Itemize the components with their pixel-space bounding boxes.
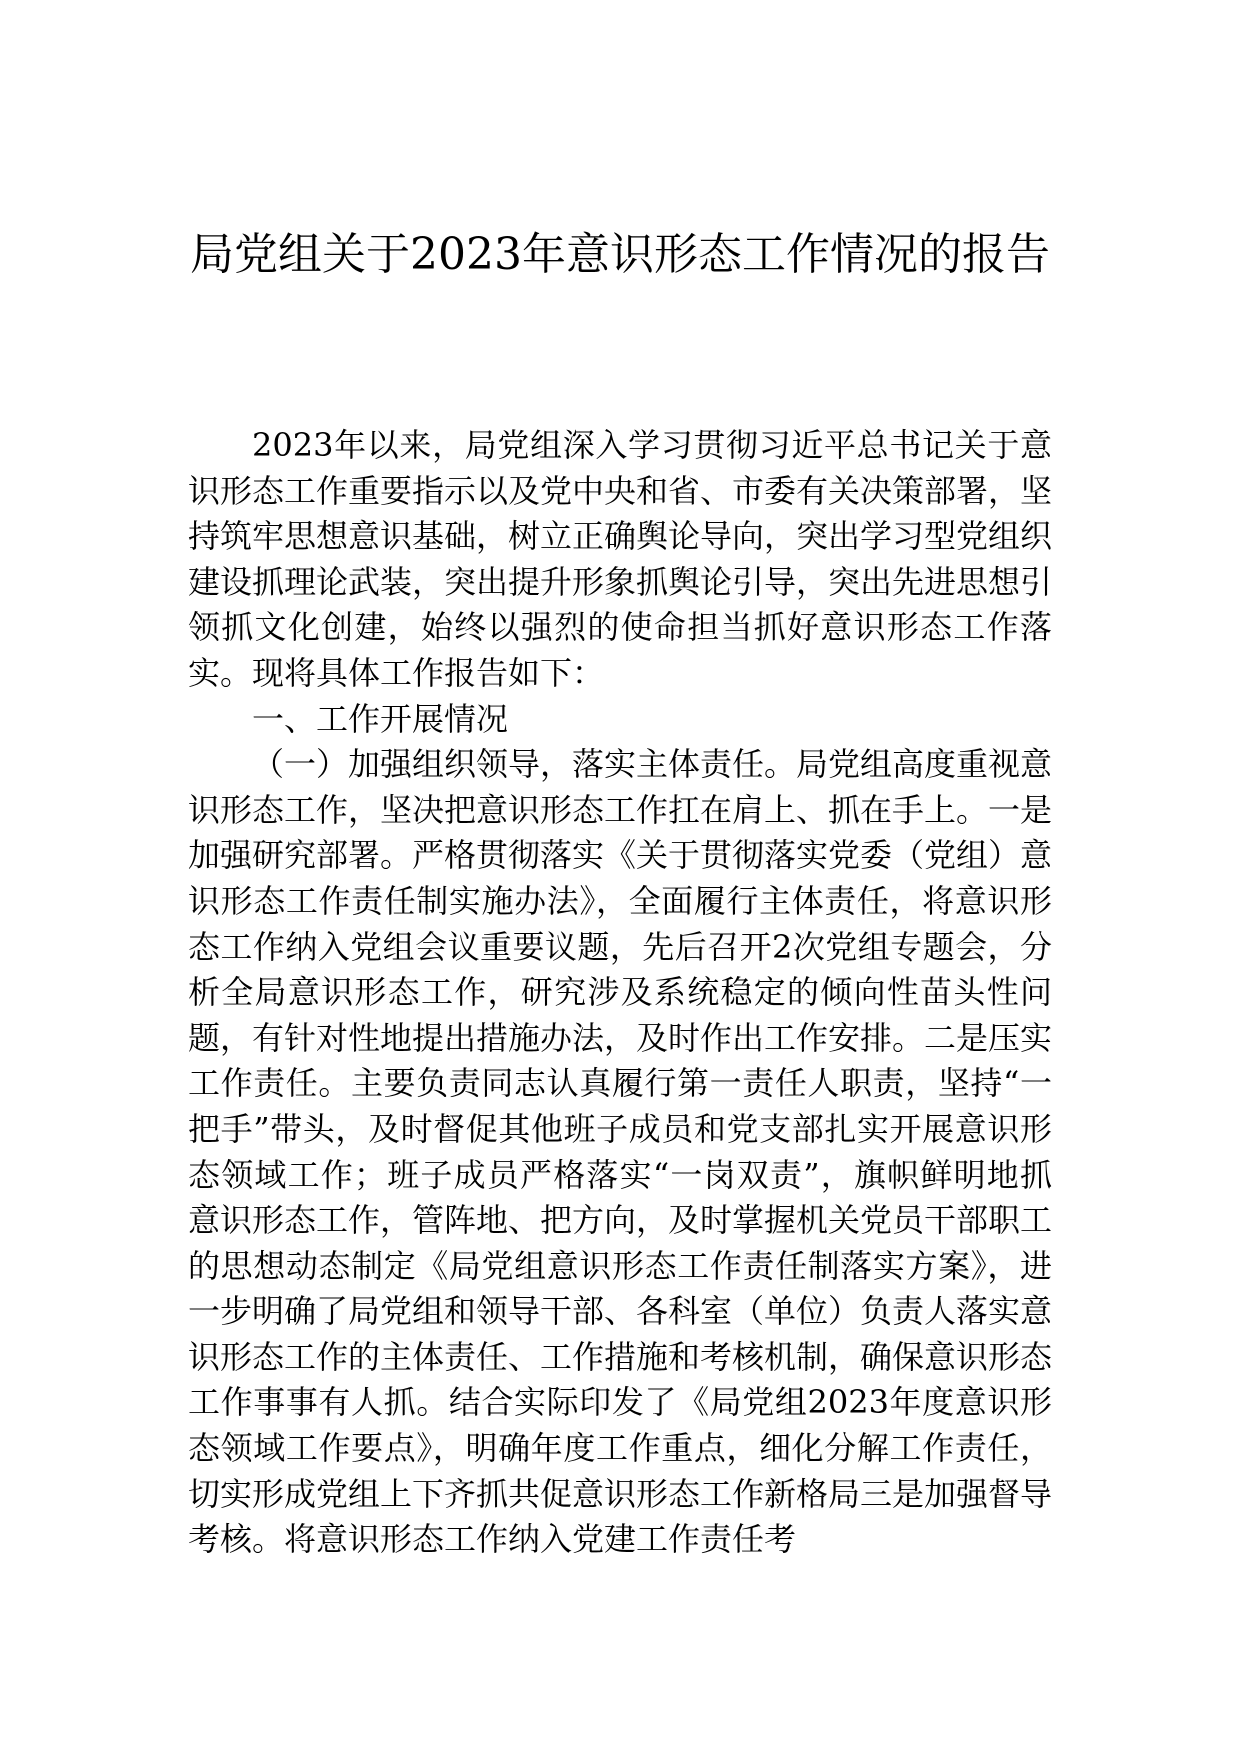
section-heading: 一、工作开展情况 xyxy=(252,699,509,738)
document-title: 局党组关于2023年意识形态工作情况的报告 xyxy=(190,229,1050,280)
document-body xyxy=(188,423,1052,1563)
section-paragraph: （一）加强组织领导，落实主体责任。局党组高度重视意识形态工作，坚决把意识形态工作扛在肩上、抓在手上。一是加强研究部署。严格贯彻落实《关于贯彻落实党委（党组）意识形态工作责任制实施办法》，全面履行主体责任，将意识形态工作纳入党组会议重要议题，先后召开2次党组专题会，分析全局意识形态工作，研究涉及系统稳定的倾向性苗头性问题，有针对性地提出措施办法，及时作出工作安排。二是压实工作责任。主要负责同志认真履行第一责任人职责，坚持“一把手”带头，及时督促其他班子成员和党支部扎实开展意识形态领域工作；班子成员严格落实“一岗双责”，旗帜鲜明地抓意识形态工作，管阵地、把方向，及时掌握机关党员干部职工的思想动态制定《局党组意识形态工作责任制落实方案》，进一步明确了局党组和领导干部、各科室（单位）负责人落实意识形态工作的主体责任、工作措施和考核机制，确保意识形态工作事事有人抓。结合实际印发了《局党组2023年度意识形态领域工作要点》，明确年度工作重点，细化分解工作责任，切实形成党组上下齐抓共促意识形态工作新格局三是加强督导考核。将意识形态工作纳入党建工作责任考 xyxy=(188,745,1053,1559)
intro-paragraph: 2023年以来，局党组深入学习贯彻习近平总书记关于意识形态工作重要指示以及党中央和省、市委有关决策部署，坚持筑牢思想意识基础，树立正确舆论导向，突出学习型党组织建设抓理论武装，突出提升形象抓舆论引导，突出先进思想引领抓文化创建，始终以强烈的使命担当抓好意识形态工作落实。现将具体工作报告如下： xyxy=(188,426,1053,692)
